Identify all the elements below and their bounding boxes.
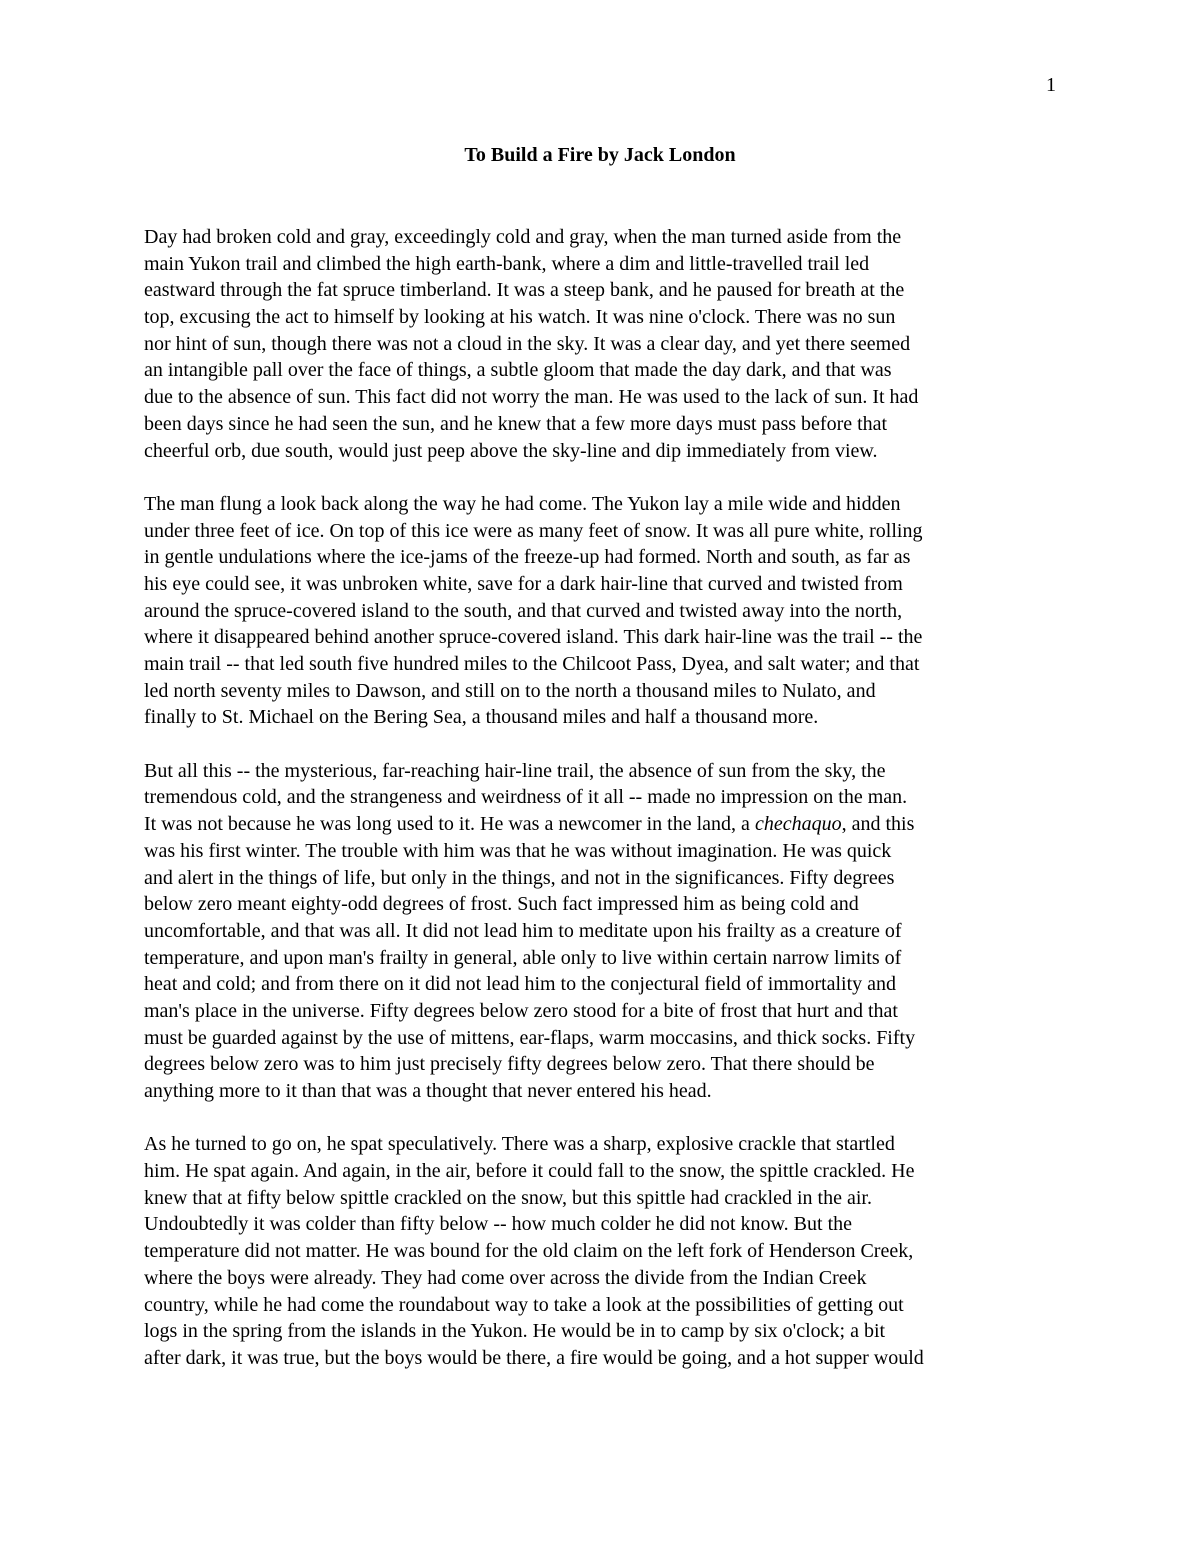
text-line: his eye could see, it was unbroken white, save for a dark hair-line that curved and twisted from xyxy=(144,572,903,595)
text-line: was his first winter. The trouble with him was that he was without imagination. He was quick xyxy=(144,839,892,862)
text-line: under three feet of ice. On top of this ice were as many feet of snow. It was all pure white, rolling xyxy=(144,519,923,542)
text-line: main Yukon trail and climbed the high earth-bank, where a dim and little-travelled trail led xyxy=(144,252,870,275)
text-line: country, while he had come the roundabout way to take a look at the possibilities of getting out xyxy=(144,1293,904,1316)
text-line: main trail -- that led south five hundred miles to the Chilcoot Pass, Dyea, and salt water; and that xyxy=(144,653,920,675)
text-line: due to the absence of sun. This fact did not worry the man. He was used to the lack of sun. It had xyxy=(144,386,919,409)
text-line: and alert in the things of life, but only in the things, and not in the significances. Fifty degrees xyxy=(144,866,895,889)
text-line: degrees below zero was to him just precisely fifty degrees below zero. That there should be xyxy=(144,1053,875,1076)
text-line: below zero meant eighty-odd degrees of frost. Such fact impressed him as being cold and xyxy=(144,893,859,916)
text-line: after dark, it was true, but the boys would be there, a fire would be going, and a hot supper would xyxy=(144,1346,924,1369)
text-line: eastward through the fat spruce timberland. It was a steep bank, and he paused for breath at the xyxy=(144,279,905,302)
text-line: in gentle undulations where the ice-jams of the freeze-up had formed. North and south, as far as xyxy=(144,546,911,569)
text-line: logs in the spring from the islands in the Yukon. He would be in to camp by six o'clock; a bit xyxy=(144,1320,886,1343)
text-line: nor hint of sun, though there was not a cloud in the sky. It was a clear day, and yet there seemed xyxy=(144,332,911,355)
text-line: where the boys were already. They had come over across the divide from the Indian Creek xyxy=(144,1266,867,1289)
text-line: It was not because he was long used to it. He was a newcomer in the land, a chechaquo, and this xyxy=(144,813,915,836)
text-line: man's place in the universe. Fifty degrees below zero stood for a bite of frost that hurt and that xyxy=(144,999,898,1022)
text-line: anything more to it than that was a thought that never entered his head. xyxy=(144,1080,712,1102)
document-title: To Build a Fire by Jack London xyxy=(464,144,736,166)
paragraph xyxy=(144,491,1064,731)
text-line: where it disappeared behind another spruce-covered island. This dark hair-line was the trail -- the xyxy=(144,626,923,649)
paragraph xyxy=(144,224,1064,464)
page-number: 1 xyxy=(1046,74,1056,96)
italic-word: chechaquo xyxy=(754,813,842,836)
text-line: heat and cold; and from there on it did not lead him to the conjectural field of immortality and xyxy=(144,973,897,996)
text-line: temperature did not matter. He was bound for the old claim on the left fork of Henderson Creek, xyxy=(144,1240,914,1263)
text-line: Undoubtedly it was colder than fifty below -- how much colder he did not know. But the xyxy=(144,1213,852,1236)
text-line: knew that at fifty below spittle crackled on the snow, but this spittle had crackled in the air. xyxy=(144,1186,872,1209)
text-line: been days since he had seen the sun, and he knew that a few more days must pass before that xyxy=(144,412,888,435)
text-line: around the spruce-covered island to the south, and that curved and twisted away into the north, xyxy=(144,599,903,622)
text-line: him. He spat again. And again, in the air, before it could fall to the snow, the spittle crackled. He xyxy=(144,1160,915,1183)
text-line: finally to St. Michael on the Bering Sea, a thousand miles and half a thousand more. xyxy=(144,706,819,729)
text-line: uncomfortable, and that was all. It did not lead him to meditate upon his frailty as a creature of xyxy=(144,919,902,942)
text-line: temperature, and upon man's frailty in general, able only to live within certain narrow limits of xyxy=(144,946,902,969)
text-line: tremendous cold, and the strangeness and weirdness of it all -- made no impression on the man. xyxy=(144,786,908,809)
text-line: must be guarded against by the use of mittens, ear-flaps, warm moccasins, and thick socks. Fifty xyxy=(144,1026,916,1049)
text-line: But all this -- the mysterious, far-reaching hair-line trail, the absence of sun from the sky, the xyxy=(144,759,886,782)
paragraph xyxy=(144,758,1064,1105)
document-body xyxy=(144,224,1064,1398)
text-line: led north seventy miles to Dawson, and still on to the north a thousand miles to Nulato, and xyxy=(144,679,876,702)
text-line: top, excusing the act to himself by looking at his watch. It was nine o'clock. There was no sun xyxy=(144,306,896,329)
paragraph xyxy=(144,1131,1064,1371)
text-line: Day had broken cold and gray, exceedingly cold and gray, when the man turned aside from the xyxy=(144,226,902,248)
text-line: cheerful orb, due south, would just peep above the sky-line and dip immediately from view. xyxy=(144,439,878,462)
text-line: an intangible pall over the face of things, a subtle gloom that made the day dark, and that was xyxy=(144,359,892,382)
text-line: The man flung a look back along the way he had come. The Yukon lay a mile wide and hidden xyxy=(144,492,901,515)
text-line: As he turned to go on, he spat speculatively. There was a sharp, explosive crackle that startled xyxy=(144,1133,895,1156)
